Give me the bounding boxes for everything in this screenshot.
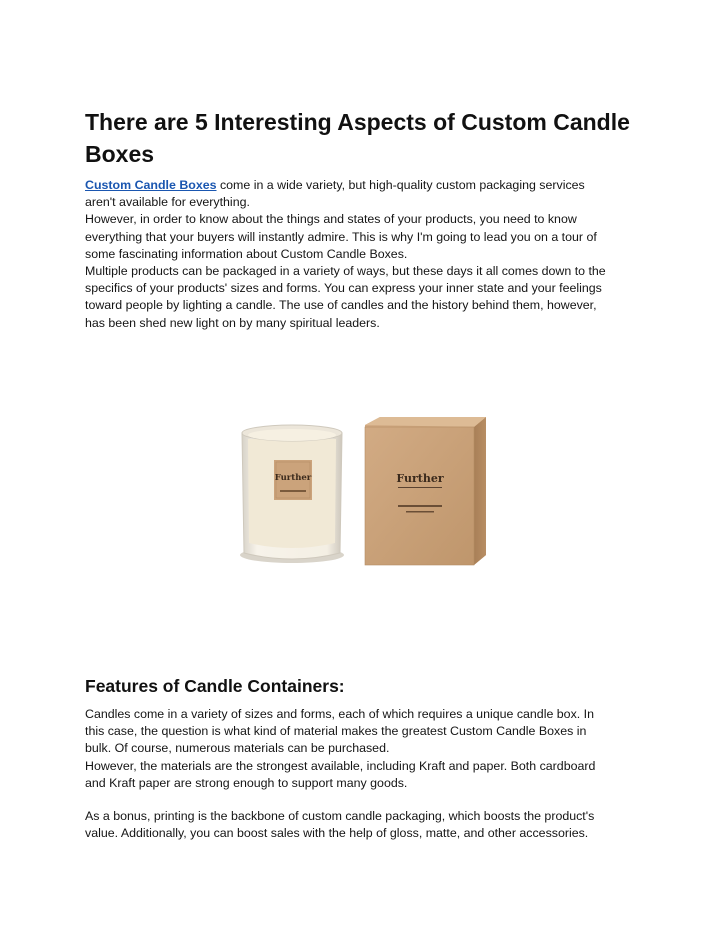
features-p3-line1: As a bonus, printing is the backbone of custom candle packaging, which boosts the product's bbox=[85, 809, 595, 823]
para3-line2: specifics of your products' sizes and forms. You can express your inner state and your feelings bbox=[85, 281, 602, 296]
para3-line4: has been shed new light on by many spiritual leaders. bbox=[85, 315, 380, 330]
box-label-text: Further bbox=[396, 472, 444, 485]
para3-line3: toward people by lighting a candle. The use of candles and the history behind them, however, bbox=[85, 298, 597, 313]
intro-line2-text: aren't available for everything. bbox=[85, 195, 250, 210]
kraft-box bbox=[365, 417, 486, 565]
page-title: There are 5 Interesting Aspects of Custom Candle Boxes bbox=[85, 109, 630, 167]
features-paragraph-1 bbox=[85, 706, 645, 792]
features-p1-line2: this case, the question is what kind of material makes the greatest Custom Candle Boxes in bbox=[85, 724, 587, 739]
intro-line1-text: come in a wide variety, but high-quality custom packaging services bbox=[216, 178, 585, 192]
features-p2-line1: However, the materials are the strongest available, including Kraft and paper. Both cardboard bbox=[85, 758, 596, 773]
custom-candle-boxes-link[interactable]: Custom Candle Boxes bbox=[85, 178, 217, 192]
features-paragraph-3 bbox=[85, 808, 645, 842]
features-p1-line1: Candles come in a variety of sizes and forms, each of which requires a unique candle box. In bbox=[85, 707, 594, 721]
candle-jar bbox=[240, 425, 344, 563]
para2-line3: some fascinating information about Custom Candle Boxes. bbox=[85, 246, 408, 261]
candle-product-image bbox=[230, 405, 510, 570]
para2-line1: However, in order to know about the things and states of your products, you need to know bbox=[85, 212, 577, 227]
features-p3-line2: value. Additionally, you can boost sales with the help of gloss, matte, and other accessories. bbox=[85, 826, 589, 841]
features-heading: Features of Candle Containers: bbox=[85, 676, 345, 696]
para2-line2: everything that your buyers will instantly admire. This is why I'm going to lead you on a tour of bbox=[85, 229, 597, 244]
features-p1-line3: bulk. Of course, numerous materials can be purchased. bbox=[85, 741, 390, 756]
para3-line1: Multiple products can be packaged in a variety of ways, but these days it all comes down to the bbox=[85, 264, 606, 279]
candle-label-text: Further bbox=[274, 473, 312, 483]
intro-paragraph bbox=[85, 177, 645, 332]
features-p2-line2: and Kraft paper are strong enough to support many goods. bbox=[85, 775, 408, 790]
